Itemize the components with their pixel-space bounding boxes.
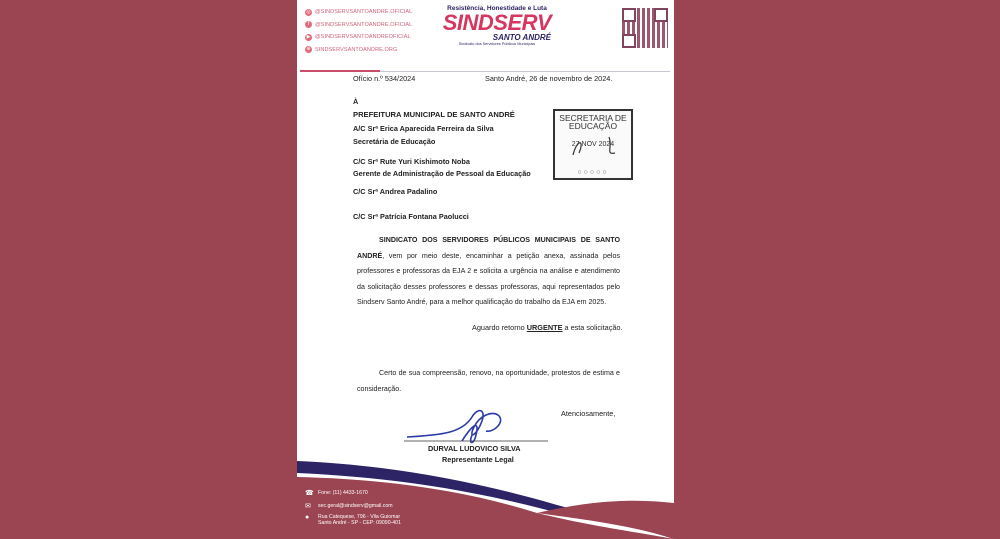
address-line-1: Rua Catequese, 796 - Vila Guiomar bbox=[318, 514, 401, 520]
stamp-date: 27 NOV 2024 bbox=[571, 141, 615, 148]
web-icon: ⊕ bbox=[306, 46, 311, 53]
body-text: , vem por meio deste, encaminhar a petição anexa, assinada pelos professores e professoras da EJA 2 e solicita a urgência na análise e atendimento da solicitação desses professores e dessas professoras, aqui representados pelo Sindserv Santo André, para a melhor qualificação do trabalho da EJA em 2025. bbox=[357, 251, 620, 306]
letter-date: Santo André, 26 de novembro de 2024. bbox=[485, 74, 613, 83]
body-paragraph bbox=[357, 233, 620, 311]
footer-phone bbox=[305, 490, 368, 497]
location-pin-icon: ● bbox=[305, 514, 310, 521]
closing-text: Certo de sua compreensão, renovo, na oportunidade, protestos de estima e consideração. bbox=[357, 369, 620, 393]
logo-sub: SANTO ANDRÉ bbox=[492, 33, 551, 42]
cc-1: C/C Srª Rute Yuri Kishimoto Noba bbox=[353, 157, 470, 166]
urgency-line bbox=[472, 323, 622, 332]
phone-text: Fone: (11) 4433-1670 bbox=[318, 490, 368, 496]
sindserv-logo bbox=[437, 5, 557, 47]
logo-tagline: Resistência, Honestidade e Luta bbox=[447, 5, 547, 12]
footer-address bbox=[305, 514, 401, 526]
logo-tiny: Sindicato dos Servidores Públicos Municipais bbox=[458, 42, 536, 46]
cc-2: C/C Srª Andrea Padalino bbox=[353, 187, 438, 196]
cc-1-role: Gerente de Administração de Pessoal da Educação bbox=[353, 169, 531, 178]
instagram-icon: ◎ bbox=[306, 8, 311, 15]
logo-name: SINDSERV bbox=[442, 10, 552, 35]
social-facebook[interactable] bbox=[305, 19, 412, 32]
facebook-icon: f bbox=[305, 21, 312, 28]
social-label: @SINDSERVSANTOANDRE.OFICIAL bbox=[315, 9, 413, 16]
closing-paragraph bbox=[357, 366, 620, 397]
cc-3: C/C Srª Patrícia Fontana Paolucci bbox=[353, 212, 469, 221]
signer-role: Representante Legal bbox=[442, 455, 514, 464]
footer-waves bbox=[297, 455, 674, 539]
received-stamp bbox=[553, 109, 633, 180]
urgency-pre: Aguardo retorno bbox=[472, 323, 527, 332]
atenciosamente: Atenciosamente, bbox=[561, 409, 616, 418]
recipient-role: Secretária de Educação bbox=[353, 137, 436, 146]
stamp-scribble bbox=[565, 131, 625, 161]
phone-icon: ☎ bbox=[305, 490, 314, 497]
header-divider-accent bbox=[300, 70, 380, 72]
oficio-number: Ofício n.º 534/2024 bbox=[353, 74, 416, 83]
recipient-prefix: À bbox=[353, 97, 359, 106]
social-instagram[interactable] bbox=[305, 6, 412, 19]
qr-code[interactable] bbox=[622, 8, 668, 48]
social-label: @SINDSERVSANTOANDREOFICIAL bbox=[315, 34, 411, 41]
urgency-post: a esta solicitação. bbox=[562, 323, 623, 332]
recipient-ac: A/C Srª Erica Aparecida Ferreira da Silva bbox=[353, 124, 494, 133]
signer-name: DURVAL LUDOVICO SILVA bbox=[428, 444, 521, 453]
footer-email[interactable] bbox=[305, 503, 393, 510]
stamp-title: SECRETARIA DE EDUCAÇÃO bbox=[559, 113, 627, 131]
social-website[interactable] bbox=[305, 44, 412, 57]
stamp-dots: ○○○○○ bbox=[577, 169, 609, 176]
urgency-word: URGENTE bbox=[526, 323, 563, 332]
social-links bbox=[305, 6, 412, 56]
mail-icon: ✉ bbox=[305, 503, 311, 510]
header-divider bbox=[380, 71, 670, 72]
recipient-org: PREFEITURA MUNICIPAL DE SANTO ANDRÉ bbox=[353, 110, 515, 119]
union-name: SINDICATO DOS SERVIDORES PÚBLICOS MUNICIPAIS DE SANTO ANDRÉ bbox=[357, 236, 620, 260]
social-youtube[interactable] bbox=[305, 31, 412, 44]
social-label: SINDSERVSANTOANDRE.ORG bbox=[315, 46, 398, 53]
youtube-icon: ▶ bbox=[306, 33, 311, 40]
address-line-2: Santo André - SP - CEP: 09090-401 bbox=[318, 520, 401, 526]
social-label: @SINDSERVSANTOANDRE.OFICIAL bbox=[315, 21, 413, 28]
document-page bbox=[297, 0, 674, 539]
email-text: sec.geral@sindserv@gmail.com bbox=[318, 503, 393, 509]
